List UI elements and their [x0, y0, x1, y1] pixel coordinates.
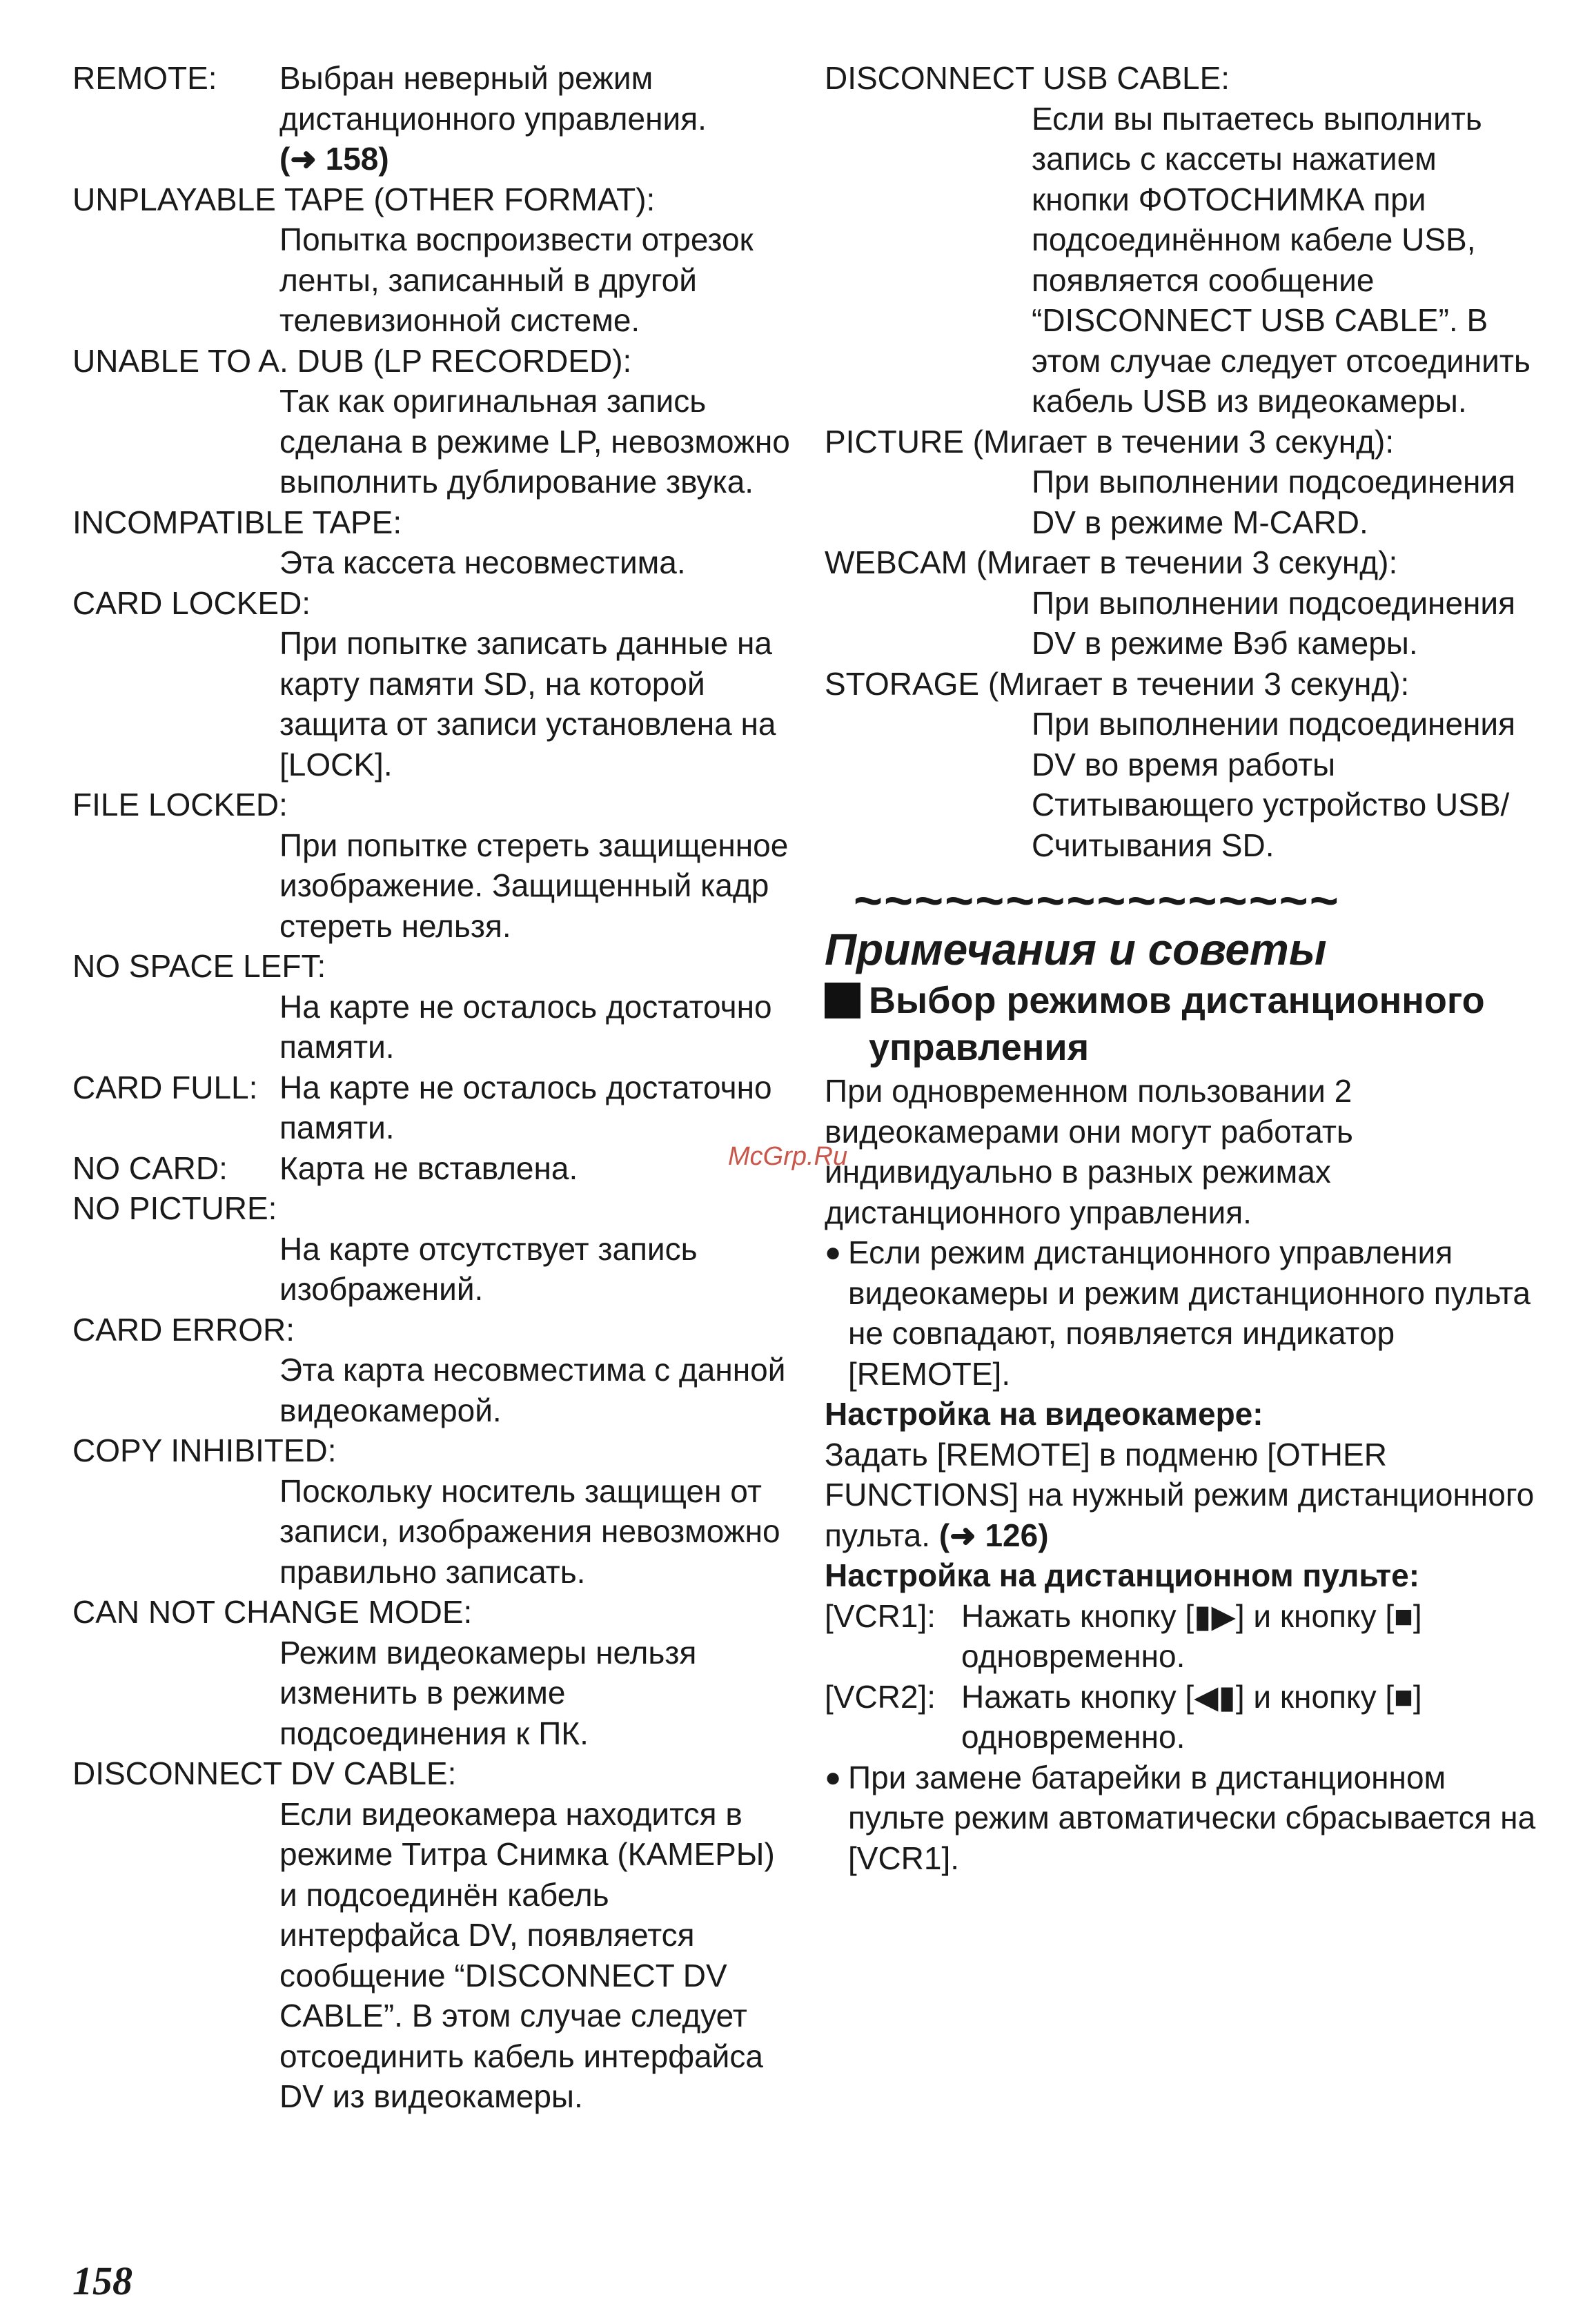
message-unplayable-tape [72, 179, 794, 341]
message-description: Так как оригинальная запись сделана в режиме LP, невозможно выполнить дублирование звука. [279, 383, 790, 500]
message-description: Эта кассета несовместима. [279, 544, 686, 580]
message-code: UNABLE TO A. DUB (LP RECORDED): [72, 342, 632, 379]
bullet-icon: ● [825, 1237, 842, 1268]
message-code: CARD ERROR: [72, 1311, 295, 1348]
wavy-divider: ~~~~~~~~~~~~~~~~ [854, 874, 1340, 929]
message-incompatible-tape [72, 502, 794, 583]
message-no-picture [72, 1188, 794, 1310]
message-code: DISCONNECT USB CABLE: [825, 60, 1230, 96]
message-code: CAN NOT CHANGE MODE: [72, 1594, 473, 1630]
message-card-locked [72, 583, 794, 785]
right-column [825, 58, 1542, 1878]
camera-setting-text: Задать [REMOTE] в подменю [OTHER FUNCTIONS] на нужный режим дистанционного пульта. (➜ 126) [825, 1436, 1535, 1553]
bullet-text: Если режим дистанционного управления видеокамеры и режим дистанционного пульта не совпадают, появляется индикатор [REMOTE]. [848, 1234, 1531, 1392]
section-title: Примечания и советы [825, 925, 1327, 974]
message-code: STORAGE (Мигает в течении 3 секунд): [825, 665, 1410, 702]
message-description: Если видеокамера находится в режиме Титра Снимка (КАМЕРЫ) и подсоединён кабель интерфайса DV, появляется сообщение “DISCONNECT DV CABLE”. В этом случае следует отсоединить кабель интерфайса DV из видеокамеры. [279, 1795, 775, 2114]
vcr1-text: Нажать кнопку [▮▶] и кнопку [■] одновременно. [961, 1597, 1422, 1674]
remote-setting-heading: Настройка на дистанционном пульте: [825, 1557, 1420, 1593]
message-description: Карта не вставлена. [279, 1150, 578, 1186]
message-description: Поскольку носитель защищен от записи, изображения невозможно правильно записать. [279, 1473, 780, 1590]
message-copy-inhibited [72, 1430, 794, 1592]
message-description: При выполнении подсоединения DV в режиме Вэб камеры. [1032, 584, 1516, 661]
message-code: UNPLAYABLE TAPE (OTHER FORMAT): [72, 181, 656, 217]
message-description: Режим видеокамеры нельзя изменить в режиме подсоединения к ПК. [279, 1634, 697, 1751]
message-description: На карте не осталось достаточно памяти. [279, 988, 772, 1065]
vcr1-row [825, 1596, 1542, 1677]
message-no-card [72, 1148, 794, 1189]
subsection-title-text: Выбор режимов дистанционного управления [869, 980, 1485, 1068]
watermark: McGrp.Ru [728, 1142, 848, 1171]
vcr2-text: Нажать кнопку [◀▮] и кнопку [■] одновременно. [961, 1678, 1422, 1755]
message-code: NO SPACE LEFT: [72, 948, 326, 984]
message-code: NO CARD: [72, 1150, 228, 1186]
message-can-not-change-mode [72, 1592, 794, 1753]
message-webcam [825, 542, 1542, 664]
message-description: На карте отсутствует запись изображений. [279, 1230, 698, 1307]
left-column [72, 58, 794, 2117]
message-code: NO PICTURE: [72, 1190, 277, 1226]
message-description: При попытке стереть защищенное изображение. Защищенный кадр стереть нельзя. [279, 827, 789, 944]
message-description: При выполнении подсоединения DV в режиме M-CARD. [1032, 464, 1516, 540]
message-card-error [72, 1310, 794, 1431]
note-bullet [825, 1232, 1542, 1394]
page-reference[interactable]: (➜ 158) [279, 141, 389, 177]
message-description: При выполнении подсоединения DV во время работы Ститывающего устройство USB/ Считывания SD. [1032, 706, 1516, 863]
message-unable-to-dub [72, 341, 794, 502]
bullet-icon: ● [825, 1762, 842, 1793]
intro-paragraph: При одновременном пользовании 2 видеокамерами они могут работать индивидуально в разных режимах дистанционного управления. [825, 1073, 1353, 1230]
message-disconnect-usb-cable [825, 58, 1542, 422]
message-file-locked [72, 785, 794, 946]
message-description: При попытке записать данные на карту памяти SD, на которой защита от записи установлена на [LOCK]. [279, 625, 776, 782]
message-code: REMOTE: [72, 60, 217, 96]
page-reference[interactable]: (➜ 126) [938, 1517, 1049, 1553]
message-description: На карте не осталось достаточно памяти. [279, 1069, 772, 1145]
message-remote [72, 58, 794, 179]
message-code: DISCONNECT DV CABLE: [72, 1755, 457, 1791]
message-code: WEBCAM (Мигает в течении 3 секунд): [825, 544, 1398, 580]
message-disconnect-dv-cable [72, 1753, 794, 2117]
message-description: Попытка воспроизвести отрезок ленты, записанный в другой телевизионной системе. [279, 221, 754, 338]
page-number: 158 [72, 2258, 132, 2303]
message-code: COPY INHIBITED: [72, 1432, 337, 1468]
bullet-text: При замене батарейки в дистанционном пульте режим автоматически сбрасывается на [VCR1]. [848, 1759, 1536, 1876]
message-description: Если вы пытаетесь выполнить запись с кассеты нажатием кнопки ФОТОСНИМКА при подсоединённом кабеле USB, появляется сообщение “DISCONNECT USB CABLE”. В этом случае следует отсоединить кабель USB из видеокамеры. [1032, 100, 1531, 419]
vcr2-row [825, 1677, 1542, 1757]
square-bullet-icon [825, 983, 860, 1018]
vcr1-label: [VCR1]: [825, 1597, 936, 1634]
message-code: PICTURE (Мигает в течении 3 секунд): [825, 423, 1395, 460]
message-description: Выбран неверный режим дистанционного управления. (➜ 158) [279, 60, 707, 177]
message-description: Эта карта несовместима с данной видеокамерой. [279, 1352, 786, 1428]
message-card-full [72, 1067, 794, 1148]
message-no-space-left [72, 946, 794, 1067]
message-picture [825, 422, 1542, 543]
note-bullet [825, 1757, 1542, 1879]
message-code: CARD LOCKED: [72, 584, 311, 621]
vcr2-label: [VCR2]: [825, 1678, 936, 1715]
camera-setting-heading: Настройка на видеокамере: [825, 1396, 1263, 1432]
message-code: CARD FULL: [72, 1069, 258, 1105]
message-storage [825, 664, 1542, 866]
message-code: INCOMPATIBLE TAPE: [72, 504, 402, 540]
subsection-title [825, 977, 1542, 1071]
message-code: FILE LOCKED: [72, 787, 288, 823]
